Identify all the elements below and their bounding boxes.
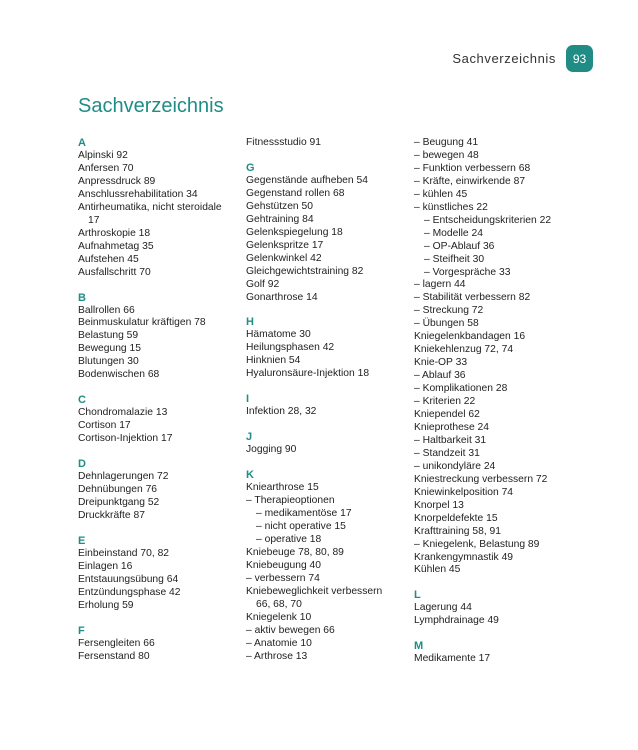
index-letter-heading: D bbox=[78, 458, 86, 471]
index-entry: Krafttraining 58, 91 bbox=[414, 525, 502, 537]
index-entry: Belastung 59 bbox=[78, 330, 139, 342]
index-entry: Entstauungsübung 64 bbox=[78, 573, 179, 585]
index-subentry: – Therapieoptionen bbox=[246, 495, 335, 507]
index-entry: Heilungsphasen 42 bbox=[246, 342, 335, 354]
index-subentry: – Beugung 41 bbox=[414, 137, 479, 148]
index-subentry: – nicht operative 15 bbox=[256, 521, 346, 533]
index-entry: Gelenkspritze 17 bbox=[246, 239, 324, 251]
index-entry: Bodenwischen 68 bbox=[78, 369, 160, 381]
index-entry: Knie-OP 33 bbox=[414, 357, 468, 369]
index-subentry: – Vorgespräche 33 bbox=[424, 266, 511, 278]
index-subentry: – Arthrose 13 bbox=[246, 650, 308, 662]
index-entry: Kniebeuge 78, 80, 89 bbox=[246, 546, 344, 558]
index-entry: Anfersen 70 bbox=[78, 162, 134, 174]
index-subentry: – Übungen 58 bbox=[414, 318, 479, 330]
index-letter-heading: H bbox=[246, 316, 254, 329]
index-entry-continuation: 17 bbox=[88, 214, 100, 226]
index-entry: Gonarthrose 14 bbox=[246, 291, 318, 303]
index-letter-heading: E bbox=[78, 534, 86, 547]
index-subentry: – Kriterien 22 bbox=[414, 396, 476, 408]
index-entry: Kniebeugung 40 bbox=[246, 559, 322, 571]
index-entry: Lymphdrainage 49 bbox=[414, 615, 499, 627]
index-entry: Kniependel 62 bbox=[414, 409, 480, 421]
index-entry: Alpinski 92 bbox=[78, 150, 128, 161]
index-entry: Knorpel 13 bbox=[414, 499, 464, 511]
index-subentry: – medikamentöse 17 bbox=[256, 508, 352, 520]
index-entry: Kniebeweglichkeit verbessern bbox=[246, 585, 383, 597]
index-entry: Fersengleiten 66 bbox=[78, 637, 155, 649]
index-letter-heading: I bbox=[246, 393, 250, 406]
index-entry: Kniearthrose 15 bbox=[246, 482, 319, 494]
index-subentry: – Komplikationen 28 bbox=[414, 383, 508, 395]
index-letter-heading: B bbox=[78, 291, 86, 304]
index-subentry: – Standzeit 31 bbox=[414, 447, 480, 459]
index-entry: Bewegung 15 bbox=[78, 343, 141, 355]
index-entry: Einlagen 16 bbox=[78, 560, 133, 572]
index-entry: Knieprothese 24 bbox=[414, 421, 489, 433]
index-entry: Kniegelenkbandagen 16 bbox=[414, 331, 526, 343]
index-subentry: – Anatomie 10 bbox=[246, 637, 312, 649]
index-entry: Blutungen 30 bbox=[78, 356, 139, 368]
running-head-title: Sachverzeichnis bbox=[452, 51, 556, 66]
index-entry: Beinmuskulatur kräftigen 78 bbox=[78, 317, 206, 329]
index-entry: Kühlen 45 bbox=[414, 564, 461, 576]
index-subentry: – Kniegelenk, Belastung 89 bbox=[414, 538, 540, 550]
index-entry: Aufnahmetag 35 bbox=[78, 240, 154, 252]
index-letter-heading: A bbox=[78, 137, 86, 149]
index-entry: Infektion 28, 32 bbox=[246, 406, 317, 418]
index-entry: Golf 92 bbox=[246, 278, 280, 290]
index-subentry: – Streckung 72 bbox=[414, 305, 484, 317]
index-entry: Hinknien 54 bbox=[246, 355, 301, 367]
index-subentry: – aktiv bewegen 66 bbox=[246, 624, 335, 636]
index-entry: Arthroskopie 18 bbox=[78, 227, 151, 239]
index-entry: Gelenkspiegelung 18 bbox=[246, 226, 343, 238]
index-entry: Gehstützen 50 bbox=[246, 200, 313, 212]
index-entry: Antirheumatika, nicht steroidale bbox=[78, 201, 222, 213]
index-entry: Gelenkwinkel 42 bbox=[246, 252, 322, 264]
index-entry: Gegenstände aufheben 54 bbox=[246, 174, 368, 186]
index-letter-heading: C bbox=[78, 394, 86, 407]
index-column-1 bbox=[78, 137, 243, 664]
index-entry: Fersenstand 80 bbox=[78, 650, 150, 662]
index-subentry: – kühlen 45 bbox=[414, 188, 468, 200]
index-subentry: – Steifheit 30 bbox=[424, 253, 485, 265]
index-letter-heading: G bbox=[246, 161, 255, 174]
index-entry: Krankengymnastik 49 bbox=[414, 551, 514, 563]
index-subentry: – Kräfte, einwirkende 87 bbox=[414, 175, 526, 187]
index-entry: Kniewinkelposition 74 bbox=[414, 486, 514, 498]
index-entry: Medikamente 17 bbox=[414, 653, 491, 665]
index-entry: Fitnessstudio 91 bbox=[246, 137, 321, 148]
index-subentry: – bewegen 48 bbox=[414, 149, 479, 161]
index-entry-continuation: 66, 68, 70 bbox=[256, 598, 302, 610]
index-subentry: – Entscheidungskriterien 22 bbox=[424, 214, 552, 226]
index-column-2 bbox=[246, 137, 411, 664]
index-entry: Einbeinstand 70, 82 bbox=[78, 547, 170, 559]
index-entry: Kniekehlenzug 72, 74 bbox=[414, 344, 514, 356]
index-subentry: – Funktion verbessern 68 bbox=[414, 162, 531, 174]
index-column-3 bbox=[414, 137, 579, 666]
index-entry: Gegenstand rollen 68 bbox=[246, 187, 345, 199]
index-letter-heading: K bbox=[246, 469, 254, 482]
index-entry: Kniegelenk 10 bbox=[246, 611, 312, 623]
index-letter-heading: M bbox=[414, 640, 424, 653]
index-entry: Entzündungsphase 42 bbox=[78, 586, 181, 598]
index-subentry: – Ablauf 36 bbox=[414, 370, 466, 382]
index-subentry: – Stabilität verbessern 82 bbox=[414, 292, 531, 304]
index-entry: Gehtraining 84 bbox=[246, 213, 314, 225]
index-letter-heading: J bbox=[246, 431, 253, 444]
index-entry: Lagerung 44 bbox=[414, 602, 472, 614]
index-entry: Druckkräfte 87 bbox=[78, 509, 145, 521]
index-subentry: – künstliches 22 bbox=[414, 201, 488, 213]
index-entry: Dreipunktgang 52 bbox=[78, 497, 160, 509]
index-subentry: – unikondyläre 24 bbox=[414, 460, 496, 472]
index-entry: Dehnübungen 76 bbox=[78, 484, 158, 496]
index-entry: Gleichgewichtstraining 82 bbox=[246, 265, 364, 277]
index-letter-heading: F bbox=[78, 624, 85, 637]
index-entry: Kniestreckung verbessern 72 bbox=[414, 473, 548, 485]
index-entry: Knorpeldefekte 15 bbox=[414, 512, 498, 524]
index-letter-heading: L bbox=[414, 589, 421, 602]
index-entry: Hämatome 30 bbox=[246, 329, 311, 341]
index-entry: Dehnlagerungen 72 bbox=[78, 471, 169, 483]
index-subentry: – operative 18 bbox=[256, 534, 322, 546]
index-entry: Aufstehen 45 bbox=[78, 253, 139, 265]
index-entry: Ausfallschritt 70 bbox=[78, 266, 151, 278]
index-entry: Erholung 59 bbox=[78, 599, 134, 611]
index-subentry: – OP-Ablauf 36 bbox=[424, 240, 495, 252]
index-entry: Cortison 17 bbox=[78, 420, 131, 432]
index-subentry: – verbessern 74 bbox=[246, 572, 320, 584]
page-title: Sachverzeichnis bbox=[78, 95, 224, 117]
index-entry: Chondromalazie 13 bbox=[78, 407, 168, 419]
index-entry: Ballrollen 66 bbox=[78, 304, 135, 316]
index-entry: Hyaluronsäure-Injektion 18 bbox=[246, 368, 370, 380]
index-entry: Cortison-Injektion 17 bbox=[78, 433, 173, 445]
index-entry: Anschlussrehabilitation 34 bbox=[78, 188, 198, 200]
page-number-badge: 93 bbox=[566, 45, 593, 72]
index-subentry: – Haltbarkeit 31 bbox=[414, 434, 487, 446]
index-subentry: – lagern 44 bbox=[414, 279, 466, 291]
index-entry: Jogging 90 bbox=[246, 444, 297, 456]
index-entry: Anpressdruck 89 bbox=[78, 175, 156, 187]
index-subentry: – Modelle 24 bbox=[424, 227, 483, 239]
